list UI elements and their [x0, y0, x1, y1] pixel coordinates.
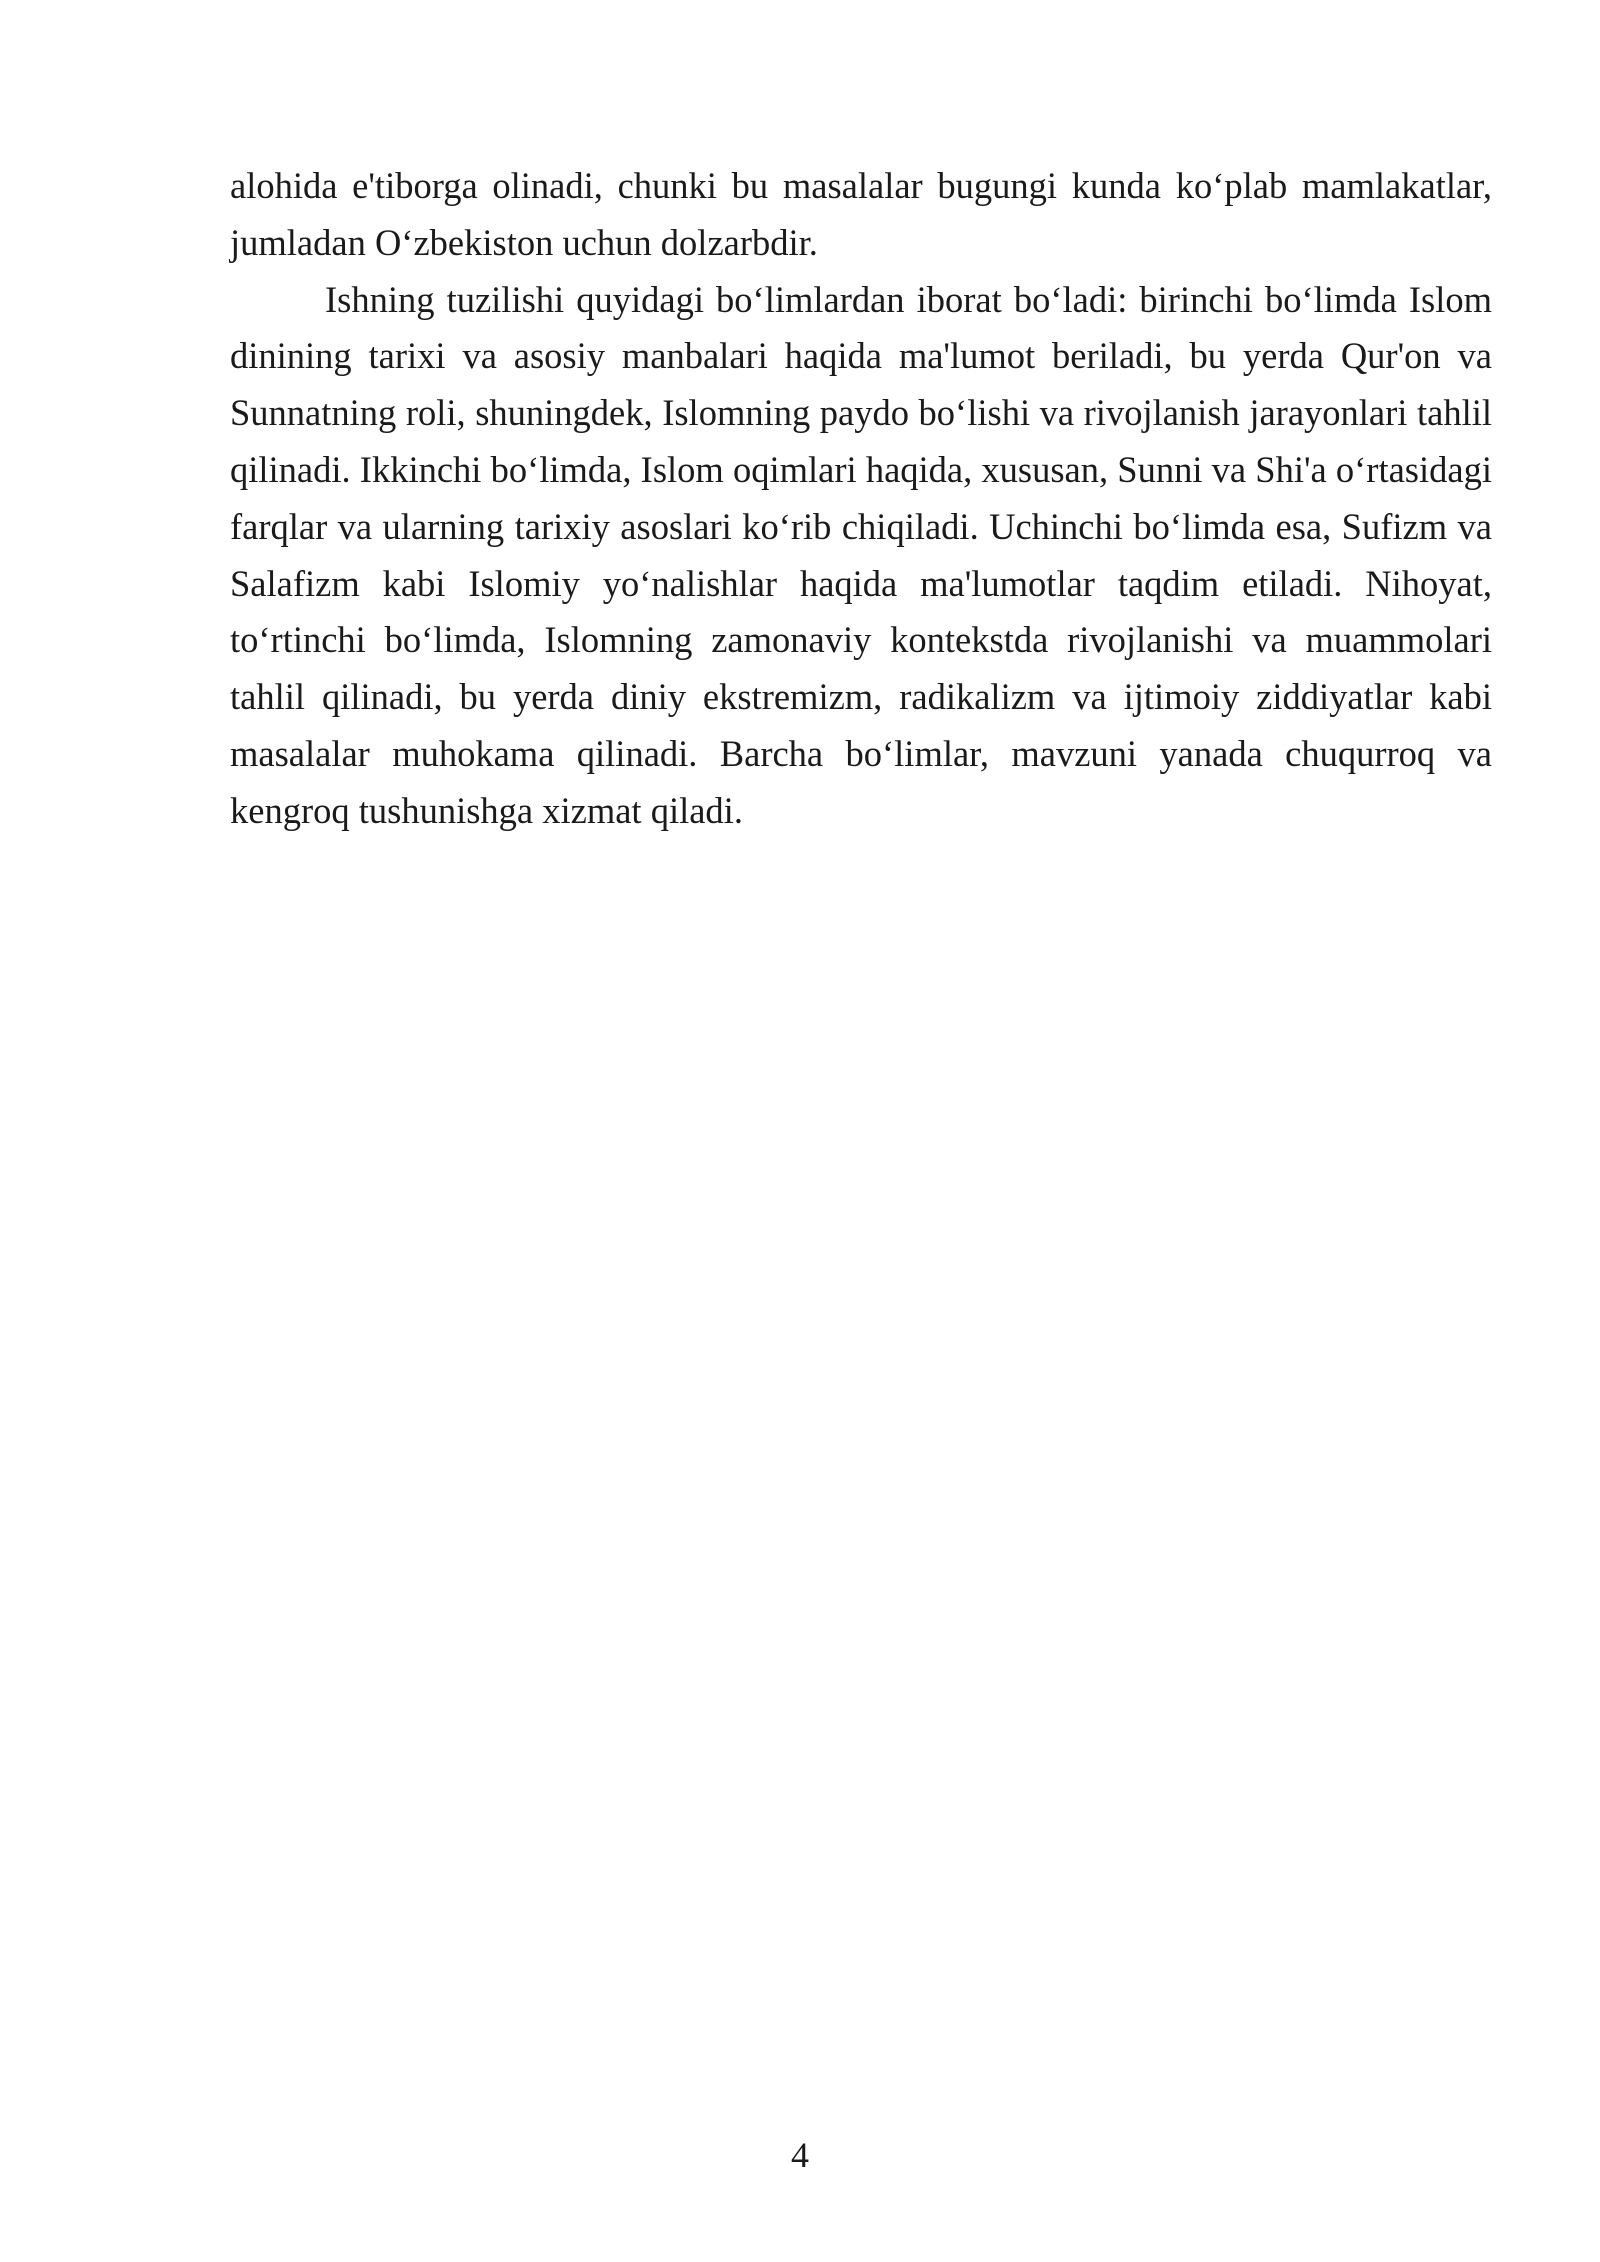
body-text [230, 158, 1492, 840]
page-number: 4 [791, 2135, 809, 2175]
paragraph-structure: Ishning tuzilishi quyidagi bo‘limlardan iborat bo‘ladi: birinchi bo‘limda Islom dinining tarixi va asosiy manbalari haqida ma'lumot beriladi, bu yerda Qur'on va Sunnatning roli, shuningdek, Islomning paydo bo‘lishi va rivojlanish jarayonlari tahlil qilinadi. Ikkinchi bo‘limda, Islom oqimlari haqida, xususan, Sunni va Shi'a o‘rtasidagi farqlar va ularning tarixiy asoslari ko‘rib chiqiladi. Uchinchi bo‘limda esa, Sufizm va Salafizm kabi Islomiy yo‘nalishlar haqida ma'lumotlar taqdim etiladi. Nihoyat, to‘rtinchi bo‘limda, Islomning zamonaviy kontekstda rivojlanishi va muammolari tahlil qilinadi, bu yerda diniy ekstremizm, radikalizm va ijtimoiy ziddiyatlar kabi masalalar muhokama qilinadi. Barcha bo‘limlar, mavzuni yanada chuqurroq va kengroq tushunishga xizmat qiladi. [230, 278, 1492, 831]
paragraph-continuation: alohida e'tiborga olinadi, chunki bu masalalar bugungi kunda ko‘plab mamlakatlar, jumladan O‘zbekiston uchun dolzarbdir. [230, 165, 1492, 263]
